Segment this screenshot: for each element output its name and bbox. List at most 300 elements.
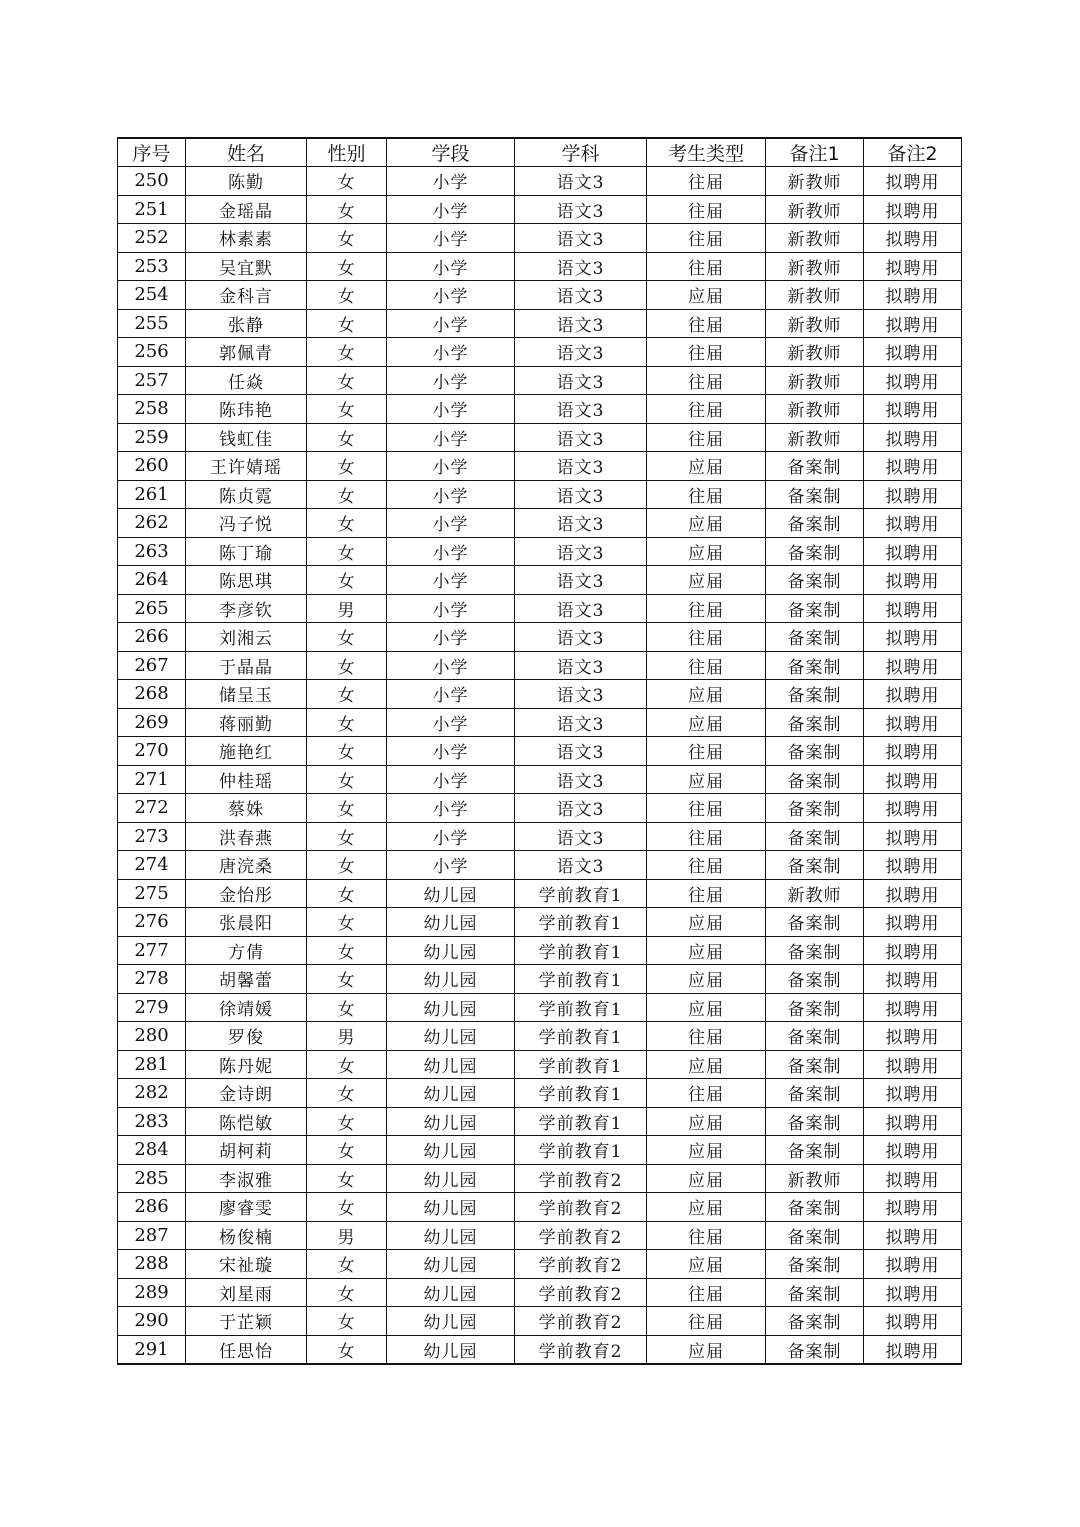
cell-candidate-type: 往届	[647, 167, 766, 196]
cell-name: 金怡彤	[186, 879, 307, 908]
cell-gender: 女	[307, 1278, 387, 1307]
cell-school-level: 幼儿园	[387, 1136, 515, 1165]
table-row	[118, 1050, 962, 1079]
cell-note-2: 拟聘用	[864, 1335, 962, 1364]
cell-note-2: 拟聘用	[864, 281, 962, 310]
cell-school-level: 小学	[387, 765, 515, 794]
cell-note-1: 备案制	[766, 708, 864, 737]
cell-subject: 语文3	[515, 765, 647, 794]
cell-gender: 女	[307, 1250, 387, 1279]
cell-note-2: 拟聘用	[864, 537, 962, 566]
cell-name: 陈丁瑜	[186, 537, 307, 566]
cell-candidate-type: 往届	[647, 1307, 766, 1336]
cell-note-1: 备案制	[766, 908, 864, 937]
cell-seq: 288	[118, 1250, 186, 1279]
table-row	[118, 965, 962, 994]
cell-school-level: 小学	[387, 851, 515, 880]
table-row	[118, 708, 962, 737]
cell-name: 施艳红	[186, 737, 307, 766]
cell-candidate-type: 往届	[647, 1278, 766, 1307]
cell-subject: 学前教育2	[515, 1164, 647, 1193]
cell-subject: 语文3	[515, 195, 647, 224]
table-row	[118, 537, 962, 566]
cell-seq: 270	[118, 737, 186, 766]
cell-note-1: 新教师	[766, 281, 864, 310]
header-school-level: 学段	[387, 138, 515, 167]
cell-seq: 273	[118, 822, 186, 851]
cell-name: 于芷颖	[186, 1307, 307, 1336]
cell-note-1: 新教师	[766, 195, 864, 224]
cell-school-level: 小学	[387, 680, 515, 709]
cell-name: 方倩	[186, 936, 307, 965]
cell-candidate-type: 往届	[647, 1022, 766, 1051]
cell-gender: 女	[307, 794, 387, 823]
table-row	[118, 509, 962, 538]
cell-candidate-type: 往届	[647, 252, 766, 281]
cell-seq: 257	[118, 366, 186, 395]
cell-note-2: 拟聘用	[864, 1164, 962, 1193]
cell-candidate-type: 应届	[647, 509, 766, 538]
roster-body	[118, 167, 962, 1365]
cell-subject: 学前教育1	[515, 1050, 647, 1079]
cell-gender: 女	[307, 566, 387, 595]
cell-candidate-type: 往届	[647, 879, 766, 908]
cell-subject: 学前教育1	[515, 1136, 647, 1165]
cell-gender: 女	[307, 537, 387, 566]
cell-note-2: 拟聘用	[864, 167, 962, 196]
cell-subject: 语文3	[515, 651, 647, 680]
cell-subject: 语文3	[515, 794, 647, 823]
cell-gender: 女	[307, 765, 387, 794]
cell-subject: 语文3	[515, 566, 647, 595]
cell-subject: 学前教育2	[515, 1221, 647, 1250]
cell-gender: 女	[307, 822, 387, 851]
cell-note-2: 拟聘用	[864, 851, 962, 880]
cell-name: 钱虹佳	[186, 423, 307, 452]
cell-name: 陈贞霓	[186, 480, 307, 509]
cell-name: 刘湘云	[186, 623, 307, 652]
cell-note-2: 拟聘用	[864, 737, 962, 766]
cell-name: 杨俊楠	[186, 1221, 307, 1250]
header-note-1: 备注1	[766, 138, 864, 167]
cell-name: 任思怡	[186, 1335, 307, 1364]
cell-subject: 语文3	[515, 480, 647, 509]
cell-candidate-type: 往届	[647, 395, 766, 424]
cell-school-level: 小学	[387, 452, 515, 481]
cell-gender: 女	[307, 1079, 387, 1108]
cell-note-2: 拟聘用	[864, 1307, 962, 1336]
cell-seq: 262	[118, 509, 186, 538]
cell-seq: 252	[118, 224, 186, 253]
cell-school-level: 小学	[387, 566, 515, 595]
cell-name: 胡馨蕾	[186, 965, 307, 994]
cell-name: 陈丹妮	[186, 1050, 307, 1079]
cell-note-2: 拟聘用	[864, 879, 962, 908]
cell-note-2: 拟聘用	[864, 1050, 962, 1079]
cell-name: 唐浣桑	[186, 851, 307, 880]
cell-subject: 学前教育1	[515, 879, 647, 908]
cell-subject: 学前教育1	[515, 993, 647, 1022]
cell-school-level: 幼儿园	[387, 1307, 515, 1336]
cell-seq: 282	[118, 1079, 186, 1108]
cell-school-level: 幼儿园	[387, 879, 515, 908]
cell-note-2: 拟聘用	[864, 708, 962, 737]
cell-seq: 267	[118, 651, 186, 680]
cell-school-level: 幼儿园	[387, 1079, 515, 1108]
cell-subject: 学前教育2	[515, 1278, 647, 1307]
cell-subject: 学前教育2	[515, 1307, 647, 1336]
cell-school-level: 幼儿园	[387, 1278, 515, 1307]
cell-note-2: 拟聘用	[864, 338, 962, 367]
cell-note-1: 备案制	[766, 737, 864, 766]
table-row	[118, 1079, 962, 1108]
cell-note-1: 新教师	[766, 224, 864, 253]
cell-subject: 语文3	[515, 623, 647, 652]
cell-note-2: 拟聘用	[864, 680, 962, 709]
table-row	[118, 1193, 962, 1222]
table-row	[118, 1022, 962, 1051]
cell-note-1: 备案制	[766, 452, 864, 481]
cell-school-level: 小学	[387, 252, 515, 281]
table-row	[118, 651, 962, 680]
cell-seq: 263	[118, 537, 186, 566]
cell-school-level: 小学	[387, 509, 515, 538]
cell-name: 金诗朗	[186, 1079, 307, 1108]
table-row	[118, 1250, 962, 1279]
cell-note-1: 备案制	[766, 1250, 864, 1279]
header-candidate-type: 考生类型	[647, 138, 766, 167]
cell-name: 仲桂瑶	[186, 765, 307, 794]
cell-seq: 266	[118, 623, 186, 652]
cell-name: 张静	[186, 309, 307, 338]
cell-name: 罗俊	[186, 1022, 307, 1051]
cell-seq: 277	[118, 936, 186, 965]
header-subject: 学科	[515, 138, 647, 167]
cell-gender: 女	[307, 879, 387, 908]
cell-candidate-type: 往届	[647, 1221, 766, 1250]
cell-school-level: 幼儿园	[387, 1107, 515, 1136]
cell-candidate-type: 应届	[647, 1250, 766, 1279]
cell-candidate-type: 往届	[647, 737, 766, 766]
table-row	[118, 594, 962, 623]
cell-school-level: 幼儿园	[387, 908, 515, 937]
cell-note-1: 备案制	[766, 794, 864, 823]
cell-school-level: 小学	[387, 480, 515, 509]
cell-note-1: 新教师	[766, 1164, 864, 1193]
cell-note-1: 备案制	[766, 936, 864, 965]
header-name: 姓名	[186, 138, 307, 167]
cell-note-2: 拟聘用	[864, 1022, 962, 1051]
cell-name: 陈玮艳	[186, 395, 307, 424]
cell-candidate-type: 应届	[647, 708, 766, 737]
cell-gender: 女	[307, 1193, 387, 1222]
cell-candidate-type: 往届	[647, 851, 766, 880]
cell-seq: 255	[118, 309, 186, 338]
cell-note-1: 备案制	[766, 1022, 864, 1051]
table-row	[118, 737, 962, 766]
cell-name: 于晶晶	[186, 651, 307, 680]
cell-note-1: 备案制	[766, 1221, 864, 1250]
cell-note-1: 新教师	[766, 252, 864, 281]
cell-note-2: 拟聘用	[864, 1250, 962, 1279]
cell-seq: 286	[118, 1193, 186, 1222]
cell-note-1: 新教师	[766, 366, 864, 395]
cell-gender: 女	[307, 509, 387, 538]
cell-candidate-type: 往届	[647, 423, 766, 452]
cell-seq: 250	[118, 167, 186, 196]
cell-note-2: 拟聘用	[864, 908, 962, 937]
cell-candidate-type: 应届	[647, 908, 766, 937]
cell-note-2: 拟聘用	[864, 1278, 962, 1307]
cell-candidate-type: 往届	[647, 366, 766, 395]
cell-school-level: 小学	[387, 224, 515, 253]
table-row	[118, 822, 962, 851]
cell-subject: 语文3	[515, 281, 647, 310]
cell-school-level: 小学	[387, 338, 515, 367]
cell-gender: 女	[307, 651, 387, 680]
cell-candidate-type: 应届	[647, 1107, 766, 1136]
table-row	[118, 1221, 962, 1250]
cell-note-2: 拟聘用	[864, 623, 962, 652]
cell-seq: 280	[118, 1022, 186, 1051]
cell-school-level: 小学	[387, 737, 515, 766]
table-row	[118, 224, 962, 253]
table-row	[118, 794, 962, 823]
cell-seq: 287	[118, 1221, 186, 1250]
cell-school-level: 幼儿园	[387, 1164, 515, 1193]
cell-gender: 女	[307, 1107, 387, 1136]
cell-note-2: 拟聘用	[864, 936, 962, 965]
cell-seq: 260	[118, 452, 186, 481]
cell-school-level: 小学	[387, 651, 515, 680]
cell-gender: 女	[307, 1050, 387, 1079]
cell-subject: 学前教育1	[515, 908, 647, 937]
cell-note-2: 拟聘用	[864, 965, 962, 994]
cell-gender: 女	[307, 423, 387, 452]
cell-school-level: 幼儿园	[387, 1022, 515, 1051]
cell-candidate-type: 往届	[647, 623, 766, 652]
cell-gender: 女	[307, 737, 387, 766]
cell-name: 郭佩青	[186, 338, 307, 367]
cell-note-2: 拟聘用	[864, 252, 962, 281]
cell-note-1: 备案制	[766, 765, 864, 794]
cell-subject: 学前教育1	[515, 936, 647, 965]
cell-candidate-type: 应届	[647, 452, 766, 481]
cell-seq: 259	[118, 423, 186, 452]
cell-note-2: 拟聘用	[864, 452, 962, 481]
cell-subject: 语文3	[515, 509, 647, 538]
cell-seq: 272	[118, 794, 186, 823]
table-row	[118, 338, 962, 367]
cell-candidate-type: 往届	[647, 594, 766, 623]
table-row	[118, 452, 962, 481]
cell-seq: 256	[118, 338, 186, 367]
cell-seq: 264	[118, 566, 186, 595]
cell-candidate-type: 应届	[647, 281, 766, 310]
cell-name: 宋祉璇	[186, 1250, 307, 1279]
cell-gender: 女	[307, 623, 387, 652]
cell-school-level: 小学	[387, 822, 515, 851]
cell-seq: 278	[118, 965, 186, 994]
cell-seq: 258	[118, 395, 186, 424]
cell-school-level: 幼儿园	[387, 1193, 515, 1222]
table-row	[118, 1107, 962, 1136]
table-row	[118, 1278, 962, 1307]
cell-name: 储呈玉	[186, 680, 307, 709]
cell-note-2: 拟聘用	[864, 224, 962, 253]
cell-subject: 语文3	[515, 737, 647, 766]
cell-note-1: 备案制	[766, 480, 864, 509]
cell-note-1: 新教师	[766, 423, 864, 452]
cell-note-1: 备案制	[766, 1107, 864, 1136]
roster-table	[117, 137, 962, 1365]
table-row	[118, 765, 962, 794]
cell-seq: 275	[118, 879, 186, 908]
cell-seq: 291	[118, 1335, 186, 1364]
cell-school-level: 幼儿园	[387, 1221, 515, 1250]
cell-note-2: 拟聘用	[864, 366, 962, 395]
cell-note-2: 拟聘用	[864, 822, 962, 851]
cell-candidate-type: 应届	[647, 1050, 766, 1079]
cell-subject: 学前教育2	[515, 1193, 647, 1222]
cell-school-level: 小学	[387, 623, 515, 652]
cell-candidate-type: 应届	[647, 566, 766, 595]
table-row	[118, 281, 962, 310]
cell-subject: 语文3	[515, 309, 647, 338]
cell-seq: 261	[118, 480, 186, 509]
cell-candidate-type: 往届	[647, 224, 766, 253]
cell-name: 蔡姝	[186, 794, 307, 823]
cell-note-2: 拟聘用	[864, 651, 962, 680]
cell-candidate-type: 应届	[647, 936, 766, 965]
cell-candidate-type: 往届	[647, 794, 766, 823]
cell-subject: 语文3	[515, 252, 647, 281]
cell-gender: 女	[307, 1335, 387, 1364]
cell-name: 王许婧瑶	[186, 452, 307, 481]
cell-subject: 语文3	[515, 594, 647, 623]
cell-seq: 281	[118, 1050, 186, 1079]
cell-seq: 254	[118, 281, 186, 310]
header-seq: 序号	[118, 138, 186, 167]
table-row	[118, 1335, 962, 1364]
cell-gender: 男	[307, 1022, 387, 1051]
cell-gender: 女	[307, 1307, 387, 1336]
cell-subject: 学前教育2	[515, 1250, 647, 1279]
table-row	[118, 680, 962, 709]
cell-subject: 语文3	[515, 822, 647, 851]
cell-note-2: 拟聘用	[864, 195, 962, 224]
cell-note-2: 拟聘用	[864, 765, 962, 794]
cell-gender: 男	[307, 594, 387, 623]
cell-gender: 女	[307, 1136, 387, 1165]
cell-candidate-type: 往届	[647, 195, 766, 224]
cell-note-2: 拟聘用	[864, 594, 962, 623]
cell-school-level: 小学	[387, 794, 515, 823]
cell-seq: 289	[118, 1278, 186, 1307]
cell-school-level: 幼儿园	[387, 1250, 515, 1279]
cell-gender: 女	[307, 965, 387, 994]
cell-school-level: 小学	[387, 708, 515, 737]
cell-gender: 女	[307, 366, 387, 395]
table-row	[118, 395, 962, 424]
cell-name: 廖睿雯	[186, 1193, 307, 1222]
table-row	[118, 480, 962, 509]
cell-candidate-type: 应届	[647, 765, 766, 794]
cell-school-level: 幼儿园	[387, 965, 515, 994]
cell-name: 冯子悦	[186, 509, 307, 538]
cell-seq: 265	[118, 594, 186, 623]
cell-note-1: 备案制	[766, 851, 864, 880]
cell-gender: 女	[307, 309, 387, 338]
cell-note-2: 拟聘用	[864, 509, 962, 538]
cell-seq: 251	[118, 195, 186, 224]
cell-subject: 语文3	[515, 423, 647, 452]
cell-subject: 语文3	[515, 851, 647, 880]
cell-school-level: 小学	[387, 366, 515, 395]
cell-candidate-type: 应届	[647, 1136, 766, 1165]
cell-school-level: 小学	[387, 423, 515, 452]
cell-gender: 女	[307, 252, 387, 281]
cell-seq: 290	[118, 1307, 186, 1336]
cell-name: 金瑶晶	[186, 195, 307, 224]
table-row	[118, 1136, 962, 1165]
cell-gender: 女	[307, 281, 387, 310]
cell-subject: 学前教育1	[515, 1107, 647, 1136]
cell-gender: 女	[307, 708, 387, 737]
cell-name: 金科言	[186, 281, 307, 310]
cell-seq: 271	[118, 765, 186, 794]
cell-subject: 语文3	[515, 338, 647, 367]
cell-gender: 女	[307, 452, 387, 481]
cell-name: 任焱	[186, 366, 307, 395]
cell-note-1: 备案制	[766, 680, 864, 709]
cell-note-2: 拟聘用	[864, 1221, 962, 1250]
cell-name: 陈思琪	[186, 566, 307, 595]
cell-gender: 男	[307, 1221, 387, 1250]
cell-note-1: 备案制	[766, 594, 864, 623]
cell-school-level: 小学	[387, 395, 515, 424]
cell-name: 蒋丽勤	[186, 708, 307, 737]
cell-seq: 283	[118, 1107, 186, 1136]
cell-name: 陈恺敏	[186, 1107, 307, 1136]
table-row	[118, 195, 962, 224]
cell-note-2: 拟聘用	[864, 480, 962, 509]
table-row	[118, 566, 962, 595]
cell-seq: 276	[118, 908, 186, 937]
cell-note-1: 备案制	[766, 537, 864, 566]
cell-note-1: 新教师	[766, 395, 864, 424]
table-row	[118, 252, 962, 281]
cell-candidate-type: 往届	[647, 309, 766, 338]
cell-school-level: 小学	[387, 309, 515, 338]
cell-seq: 284	[118, 1136, 186, 1165]
cell-school-level: 幼儿园	[387, 1335, 515, 1364]
cell-note-2: 拟聘用	[864, 309, 962, 338]
cell-candidate-type: 应届	[647, 1193, 766, 1222]
cell-note-2: 拟聘用	[864, 395, 962, 424]
cell-note-1: 备案制	[766, 822, 864, 851]
cell-subject: 语文3	[515, 680, 647, 709]
cell-note-1: 备案制	[766, 623, 864, 652]
cell-school-level: 幼儿园	[387, 936, 515, 965]
cell-candidate-type: 应届	[647, 965, 766, 994]
cell-gender: 女	[307, 908, 387, 937]
cell-subject: 语文3	[515, 708, 647, 737]
cell-note-1: 新教师	[766, 338, 864, 367]
cell-candidate-type: 往届	[647, 651, 766, 680]
cell-gender: 女	[307, 1164, 387, 1193]
cell-candidate-type: 应届	[647, 680, 766, 709]
